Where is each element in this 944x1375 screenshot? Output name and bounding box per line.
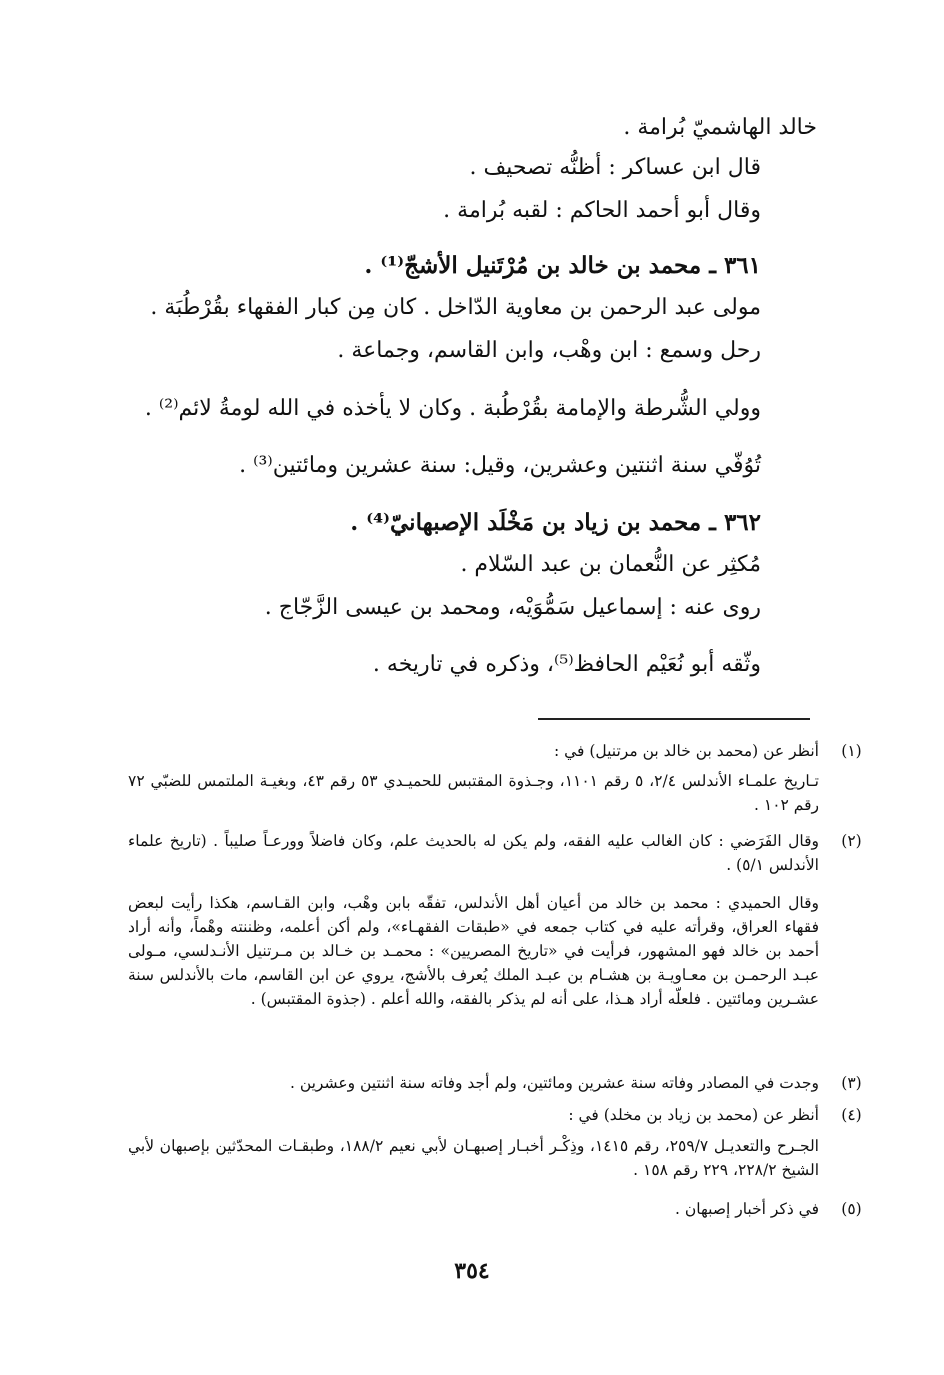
- footnote-text: وجدت في المصادر وفاته سنة عشرين ومائتين، ولم أجد وفاته سنة اثنتين وعشرين .: [289, 1074, 819, 1092]
- text-line: وولي الشُّرطة والإمامة بقُرْطُبة . وكان لا يأخذه في الله لومةُ لائم⁽²⁾ .: [144, 396, 761, 421]
- footnote-2: [128, 829, 862, 877]
- text-line: تُوُفّي سنة اثنتين وعشرين، وقيل: سنة عشرين ومائتين⁽³⁾ .: [239, 453, 761, 478]
- footnote-number: (١): [841, 742, 862, 760]
- footnote-text: في ذكر أخبار إصبهان .: [675, 1200, 819, 1218]
- text-line: روى عنه : إسماعيل سَمُّوَيْه، ومحمد بن عيسى الزَّجّاج .: [264, 595, 761, 620]
- text-line: وثّقه أبو نُعَيْم الحافظ⁽⁵⁾، وذكره في تاريخه .: [372, 652, 761, 677]
- footnote-1-continuation: تـاريخ علمـاء الأندلس ٢/٤، ٥ رقم ١١٠١، وجـذوة المقتبس للحميـدي ٥٣ رقم ٤٣، وبغيـة الملتمس للضبّي ٧٢ رقم ١٠٢ .: [128, 772, 819, 814]
- text-line: خالد الهاشميّ بُرامة .: [623, 115, 817, 140]
- text-line: رحل وسمع : ابن وهْب، وابن القاسم، وجماعة .: [337, 338, 761, 363]
- text-line: قال ابن عساكر : أظنُّه تصحيف .: [469, 155, 761, 180]
- text-line: وقال أبو أحمد الحاكم : لقبه بُرامة .: [443, 198, 761, 223]
- footnote-text: وقال الفَرَضي : كان الغالب عليه الفقه، ولم يكن له بالحديث علم، وكان فاضلاً وورعـاً صليباً . (تاريخ علماء الأندلس ٥/١) .: [128, 832, 819, 874]
- footnote-divider: [538, 718, 810, 720]
- footnote-text: أنظر عن (محمد بن خالد بن مرتنيل) في :: [553, 742, 819, 760]
- footnote-4-continuation: الجـرح والتعديـل ٢٥٩/٧، رقم ١٤١٥، وذِكْـر أخبـار إصبهـان لأبي نعيم ١٨٨/٢، وطبقـات المحدّثين بإصبهان لأبي الشيخ ٢٢٨/٢، ٢٢٩ رقم ١٥٨ .: [128, 1137, 819, 1179]
- text-line: مولى عبد الرحمن بن معاوية الدّاخل . كان مِن كبار الفقهاء بقُرْطُبَة .: [150, 295, 761, 320]
- footnote-number: (٣): [841, 1074, 862, 1092]
- text-line: مُكثِر عن النُّعمان بن عبد السّلام .: [460, 552, 761, 577]
- footnote-number: (٢): [841, 832, 862, 850]
- footnote-5: [128, 1197, 862, 1221]
- footnote-3: [128, 1071, 862, 1095]
- footnote-4: [128, 1103, 862, 1127]
- footnote-text: أنظر عن (محمد بن زياد بن مخلد) في :: [568, 1106, 819, 1124]
- footnote-2-continuation: وقال الحميدي : محمد بن خالد من أعيان أهل الأندلس، تفقّه بابن وهْب، وابن القـاسم، هكذا رأيت لبعض فقهاء العراق، وقرأته عليه في كتاب جمعه في «طبقات الفقهـاء»، ولم أكن أعلمه، وظننته وهْماً، وأنه أراد أحمد بن خالد فهو المشهور، فرأيت في «تاريخ المصريين» : محمـد بن خـالد بن مـرتنيل الأنـدلسي، مـولى عبـد الرحمـن بن معـاويـة بن هشـام بن عبـد الملك يُعرف بالأشج، يروي عن ابن القاسم، مات بالأندلس سنة عشـرين ومائتين . فلعلّه أراد هـذا، على أنه لم يذكر بالفقه، والله أعلم . (جذوة المقتبس) .: [128, 894, 819, 1008]
- entry-heading: ٣٦١ ـ محمد بن خالد بن مُرْتَنيل الأشجّ⁽¹⁾ .: [364, 252, 761, 279]
- footnote-number: (٤): [841, 1106, 862, 1124]
- page-number: ٣٥٤: [454, 1258, 490, 1284]
- footnote-number: (٥): [841, 1200, 862, 1218]
- entry-heading: ٣٦٢ ـ محمد بن زياد بن مَخْلَد الإصبهانيّ⁽⁴⁾ .: [350, 509, 761, 536]
- footnote-1: [128, 739, 862, 763]
